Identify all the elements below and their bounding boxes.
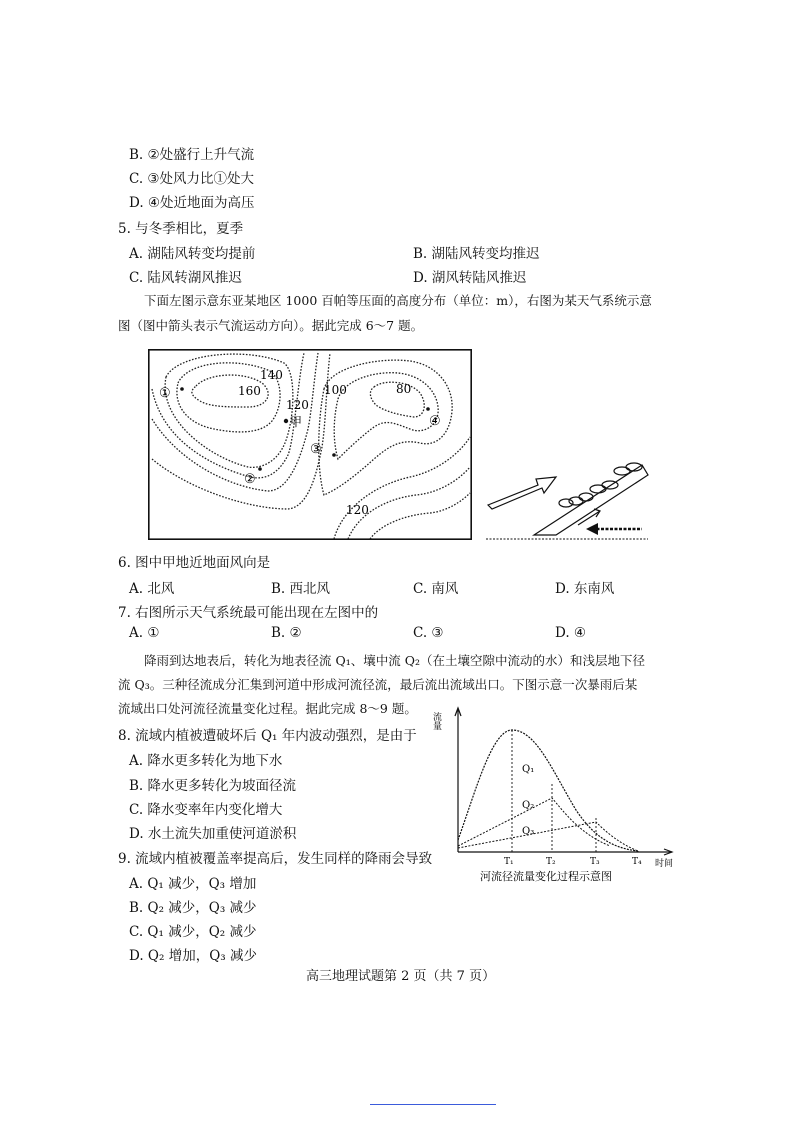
label-q1: Q₁ bbox=[522, 764, 535, 775]
tick-t4: T₄ bbox=[632, 857, 642, 867]
contour-map bbox=[148, 349, 472, 540]
q6-option-d: D. 东南风 bbox=[555, 581, 615, 597]
q6-stem: 6. 图中甲地近地面风向是 bbox=[118, 555, 271, 571]
q8-option-d: D. 水土流失加重使河道淤积 bbox=[129, 826, 297, 842]
q9-option-b: B. Q₂ 减少，Q₃ 减少 bbox=[129, 900, 257, 916]
point-2-label: ② bbox=[244, 472, 256, 487]
tick-t3: T₃ bbox=[590, 857, 600, 867]
q7-stem: 7. 右图所示天气系统最可能出现在左图中的 bbox=[118, 605, 379, 621]
q9-option-c: C. Q₁ 减少，Q₂ 减少 bbox=[129, 924, 257, 940]
intro-8-9-line2: 流 Q₃。三种径流成分汇集到河道中形成河流径流，最后流出流域出口。下图示意一次暴雨后某 bbox=[118, 677, 638, 692]
point-1-label: ① bbox=[159, 386, 171, 401]
label-q3: Q₃ bbox=[522, 826, 535, 837]
tick-t1: T₁ bbox=[504, 857, 514, 867]
q9-stem: 9. 流域内植被覆盖率提高后，发生同样的降雨会导致 bbox=[118, 851, 433, 867]
q7-option-d: D. ④ bbox=[555, 625, 587, 641]
contour-label-160: 160 bbox=[238, 384, 261, 398]
q8-option-c: C. 降水变率年内变化增大 bbox=[129, 802, 283, 818]
jia-label: 甲 bbox=[290, 415, 303, 429]
q8-option-a: A. 降水更多转化为地下水 bbox=[129, 753, 283, 769]
contour-label-140: 140 bbox=[260, 368, 283, 382]
runoff-hydrograph bbox=[431, 700, 690, 890]
intro-6-7-line2: 图（图中箭头表示气流运动方向）。据此完成 6～7 题。 bbox=[118, 318, 424, 333]
q9-option-a: A. Q₁ 减少，Q₃ 增加 bbox=[129, 876, 257, 892]
q6-option-a: A. 北风 bbox=[129, 581, 175, 597]
chart-caption: 河流径流量变化过程示意图 bbox=[480, 870, 612, 883]
q7-option-a: A. ① bbox=[129, 625, 160, 641]
contour-label-100: 100 bbox=[324, 383, 347, 397]
tick-t2: T₂ bbox=[546, 857, 556, 867]
y-axis-label: 流量 bbox=[431, 712, 441, 730]
point-3-label: ③ bbox=[310, 442, 322, 457]
weather-system-figure bbox=[482, 455, 652, 545]
label-q2: Q₂ bbox=[522, 800, 535, 811]
footer-link-underline bbox=[370, 1104, 496, 1105]
contour-label-80: 80 bbox=[396, 382, 412, 396]
q8-option-b: B. 降水更多转化为坡面径流 bbox=[129, 778, 297, 794]
intro-8-9-line1: 降雨到达地表后，转化为地表径流 Q₁、壤中流 Q₂（在土壤空隙中流动的水）和浅层地下径 bbox=[144, 653, 645, 668]
q5-stem: 5. 与冬季相比，夏季 bbox=[118, 221, 244, 237]
q4-option-d: D. ④处近地面为高压 bbox=[129, 195, 255, 211]
q6-option-b: B. 西北风 bbox=[271, 581, 331, 597]
x-axis-label: 时间 bbox=[655, 859, 674, 869]
intro-8-9-line3: 流域出口处河流径流量变化过程。据此完成 8～9 题。 bbox=[118, 701, 417, 716]
q5-option-d: D. 湖风转陆风推迟 bbox=[413, 270, 527, 286]
q5-option-b: B. 湖陆风转变均推迟 bbox=[413, 246, 540, 262]
q6-option-c: C. 南风 bbox=[413, 581, 459, 597]
contour-label-120-left: 120 bbox=[286, 398, 309, 412]
q7-option-b: B. ② bbox=[271, 625, 302, 641]
q5-option-c: C. 陆风转湖风推迟 bbox=[129, 270, 242, 286]
q7-option-c: C. ③ bbox=[413, 625, 444, 641]
contour-label-120-bottom: 120 bbox=[346, 503, 369, 517]
q4-option-b: B. ②处盛行上升气流 bbox=[129, 147, 255, 163]
point-4-label: ④ bbox=[429, 414, 441, 429]
page-footer: 高三地理试题第 2 页（共 7 页） bbox=[306, 969, 496, 984]
q4-option-c: C. ③处风力比①处大 bbox=[129, 171, 255, 187]
intro-6-7-line1: 下面左图示意东亚某地区 1000 百帕等压面的高度分布（单位：m），右图为某天气系统示意 bbox=[144, 293, 652, 308]
q8-stem: 8. 流域内植被遭破坏后 Q₁ 年内波动强烈，是由于 bbox=[118, 728, 417, 744]
q9-option-d: D. Q₂ 增加，Q₃ 减少 bbox=[129, 948, 257, 964]
q5-option-a: A. 湖陆风转变均提前 bbox=[129, 246, 256, 262]
